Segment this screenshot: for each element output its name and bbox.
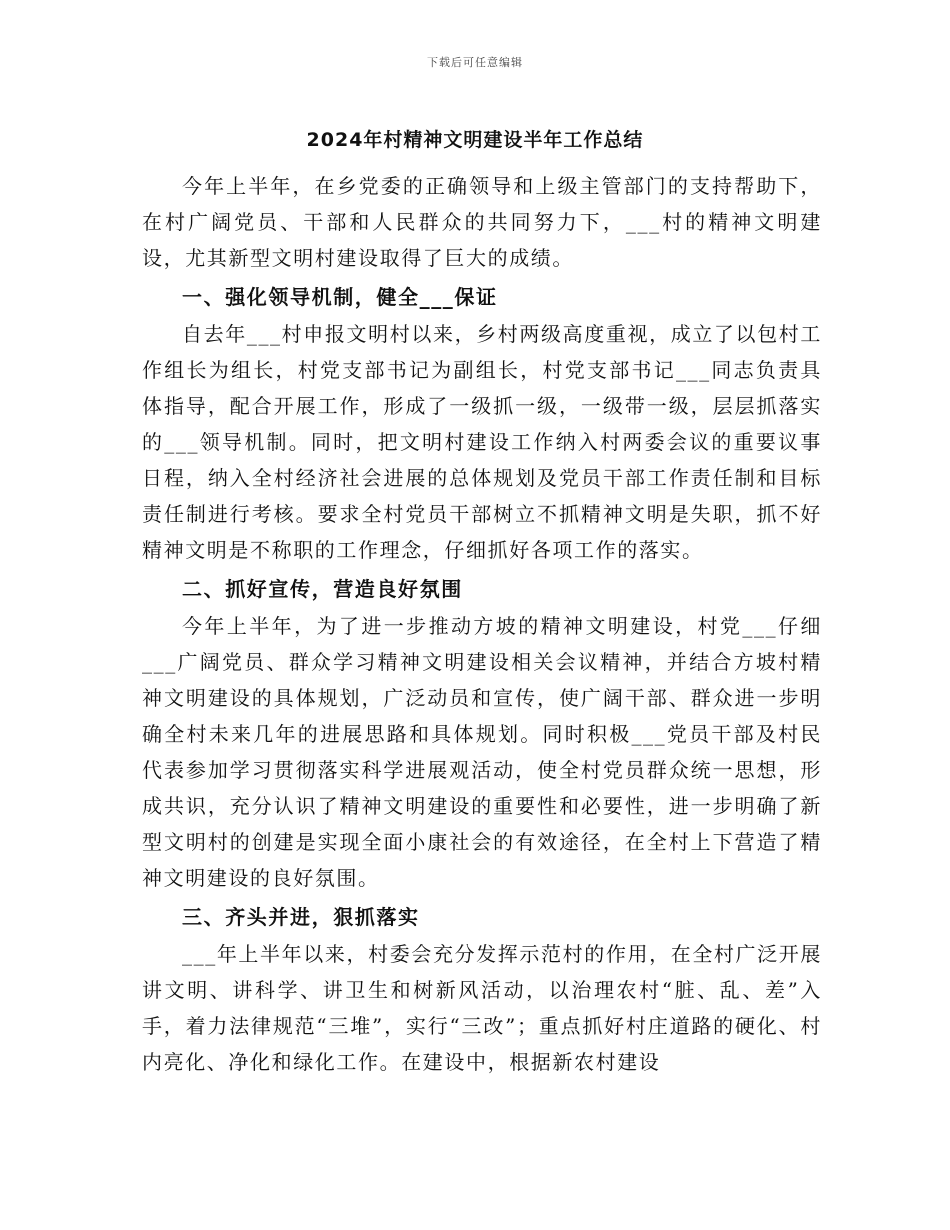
header-note: 下载后可任意编辑 — [427, 56, 523, 69]
section-heading-1: 一、强化领导机制，健全___保证 — [182, 285, 498, 309]
section-body-3: ___年上半年以来，村委会充分发挥示范村的作用，在全村广泛开展讲文明、讲科学、讲卫生和树新风活动，以治理农村“脏、乱、差”入手，着力法律规范“三堆”，实行“三改”；重点抓好村庄道路的硬化、村内亮化、净化和绿化工作。在建设中，根据新农村建设 — [142, 942, 822, 1074]
document-title: 2024年村精神文明建设半年工作总结 — [306, 129, 644, 151]
section-body-1: 自去年___村申报文明村以来，乡村两级高度重视，成立了以包村工作组长为组长，村党支部书记为副组长，村党支部书记___同志负责具体指导，配合开展工作，形成了一级抓一级，一级带一级，层层抓落实的___领导机制。同时，把文明村建设工作纳入村两委会议的重要议事日程，纳入全村经济社会进展的总体规划及党员干部工作责任制和目标责任制进行考核。要求全村党员干部树立不抓精神文明是失职，抓不好精神文明是不称职的工作理念，仔细抓好各项工作的落实。 — [142, 322, 822, 562]
intro-paragraph: 今年上半年，在乡党委的正确领导和上级主管部门的支持帮助下，在村广阔党员、干部和人民群众的共同努力下，___村的精神文明建设，尤其新型文明村建设取得了巨大的成绩。 — [142, 174, 822, 270]
section-heading-3: 三、齐头并进，狠抓落实 — [182, 905, 420, 929]
section-body-2: 今年上半年，为了进一步推动方坡的精神文明建设，村党___仔细___广阔党员、群众学习精神文明建设相关会议精神，并结合方坡村精神文明建设的具体规划，广泛动员和宣传，使广阔干部、群众进一步明确全村未来几年的进展思路和具体规划。同时积极___党员干部及村民代表参加学习贯彻落实科学进展观活动，使全村党员群众统一思想，形成共识，充分认识了精神文明建设的重要性和必要性，进一步明确了新型文明村的创建是实现全面小康社会的有效途径，在全村上下营造了精神文明建设的良好氛围。 — [142, 614, 822, 890]
document-body — [142, 168, 822, 1080]
section-heading-2: 二、抓好宣传，营造良好氛围 — [182, 577, 463, 601]
